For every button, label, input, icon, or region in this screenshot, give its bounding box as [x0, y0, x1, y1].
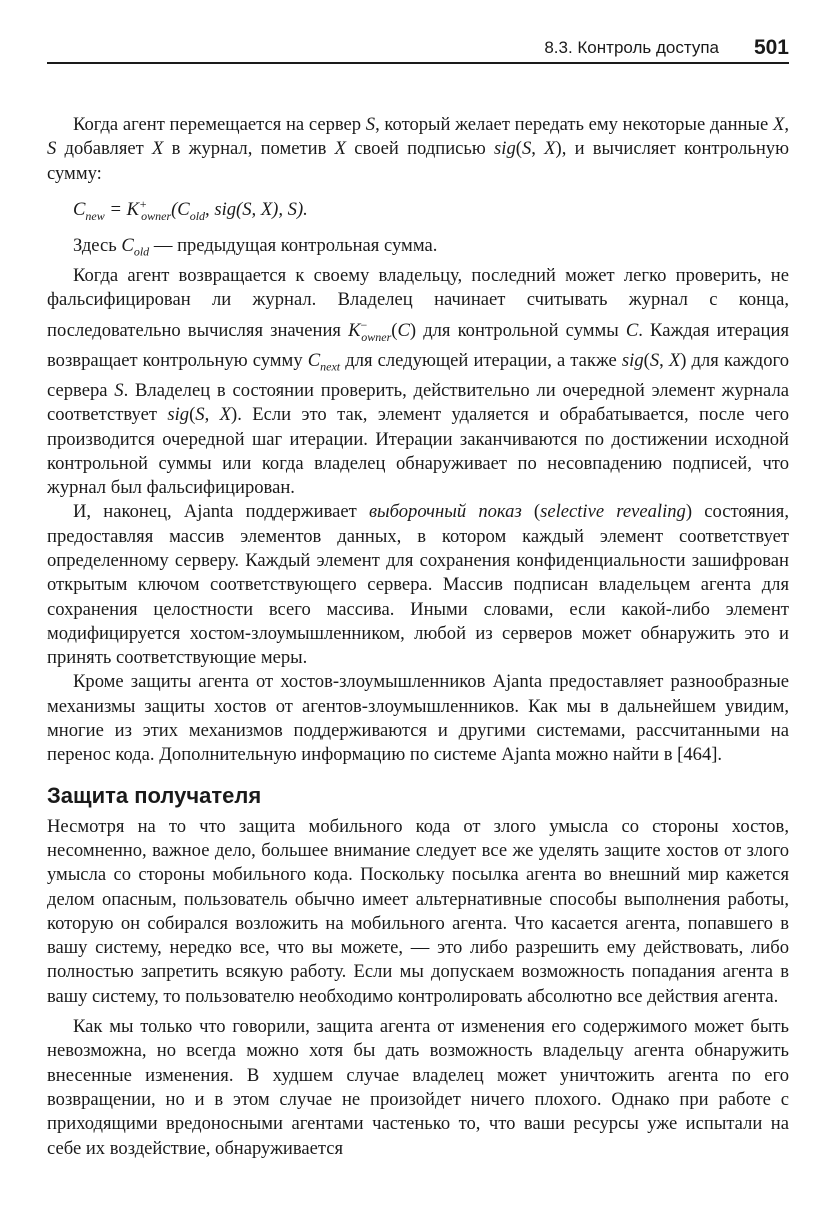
checksum-formula: $C_{new} = K^+_{owner}(C_{old}$, sig(S, X), S).: [73, 196, 308, 223]
paragraph-selective-revealing: И, наконец, Ajanta поддерживает выборочный показ (selective revealing) состояния, предоставляя массив элементов данных, в котором каждый элемент соответствует определенному серверу. Каждый элемент для сохранения конфиденциальности зашифрован открытым ключом соответствующего сервера. Массив подписан владельцем агента для сохранения целостности всего массива. Иными словами, если какой-либо элемент модифицируется хостом-злоумышленником, любой из серверов может обнаружить это и принять соответствующие меры.: [47, 501, 789, 669]
paragraph-owner-verification: Когда агент возвращается к своему владельцу, последний может легко проверить, не фальсифицирован ли журнал. Владелец начинает считывать журнал с конца, последовательно вычисляя значения $K^-_{owner}(C)$ для контрольной суммы C. Каждая итерация возвращает контрольную сумму $C_{next}$ для следующей итерации, а также sig(S, X) для каждого сервера S. Владелец в состоянии проверить, действительно ли очередной элемент журнала соответствует sig(S, X). Если это так, элемент удаляется и обрабатывается, после чего производится очередной шаг итерации. Итерации заканчиваются по достижении исходной контрольной суммы или когда владелец обнаруживает по несовпадению подписей, что журнал был фальсифицирован.: [47, 265, 790, 499]
header-section-title: 8.3. Контроль доступа: [544, 38, 719, 57]
page-number: 501: [753, 36, 789, 59]
paragraph-agent-log: Когда агент перемещается на сервер S, который желает передать ему некоторые данные X, S добавляет X в журнал, пометив X своей подписью sig(S, X), и вычисляет контрольную сумму:: [47, 114, 789, 184]
section-heading: Защита получателя: [47, 782, 262, 808]
paragraph-recipient-protection: Несмотря на то что защита мобильного кода от злого умысла со стороны хостов, несомненно, важное дело, большее внимание следует все же уделять защите хостов от злого умысла со стороны мобильного кода. Поскольку посылка агента во внешний мир кажется делом опасным, пользователь обычно имеет альтернативные способы выполнения работы, которую он собирался возложить на мобильного агента. Что касается агента, попавшего в вашу систему, нередко все, что вы можете, — это либо разрешить ему действовать, либо полностью запретить всякую работу. Если мы допускаем возможность попадания агента в вашу систему, то пользователю необходимо контролировать абсолютно все действия агента.: [47, 815, 789, 1007]
page-body: [47, 113, 789, 1161]
running-header: [47, 36, 789, 64]
paragraph-host-protection: Кроме защиты агента от хостов-злоумышленников Ajanta предоставляет разнообразные механизмы защиты хостов от агентов-злоумышленников. Как мы в дальнейшем увидим, многие из этих механизмов поддерживаются и другими системами, рассчитанными на перенос кода. Дополнительную информацию по системе Ajanta можно найти в [464].: [47, 671, 789, 766]
paragraph-malicious-agents: Как мы только что говорили, защита агента от изменения его содержимого может быть невозможна, но всегда можно хотя бы дать возможность владельцу агента обнаружить внесенные изменения. В худшем случае владелец может уничтожить агента по его возвращении, но и в этом случае не произойдет ничего плохого. Однако при работе с приходящими вредоносными агентами частенько то, что ваши ресурсы уже испытали на себе их воздействие, обнаруживается: [47, 1016, 789, 1159]
paragraph-cold-definition: Здесь $C_{old}$ — предыдущая контрольная сумма.: [73, 235, 438, 259]
